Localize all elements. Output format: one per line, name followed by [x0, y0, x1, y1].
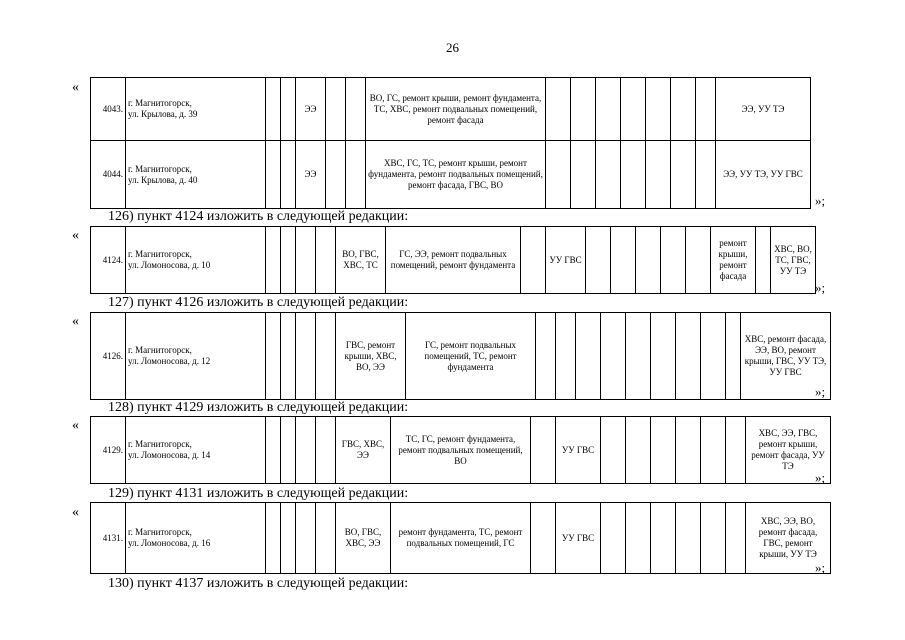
table-row — [91, 227, 816, 294]
address-cell — [126, 417, 266, 484]
last-cell: ЭЭ, УУ ТЭ, УУ ГВС — [716, 141, 811, 209]
works-cell-2: ГС, ремонт подвальных помещений, ТС, ремонт фундамента — [406, 313, 536, 400]
instruction-text: 127) пункт 4126 изложить в следующей редакции: — [108, 295, 409, 310]
works-cell-5: ХВС, ЭЭ, ГВС, ремонт крыши, ремонт фасада, УУ ТЭ — [746, 417, 831, 484]
works-cell-5: ХВС, ВО, ТС, ГВС, УУ ТЭ — [771, 227, 816, 294]
quote-open: « — [72, 80, 79, 95]
address-city: г. Магнитогорск, — [128, 439, 192, 449]
amend-table-4126 — [90, 312, 831, 400]
amend-table-4124 — [90, 226, 816, 294]
address-street: ул. Крылова, д. 40 — [128, 174, 198, 185]
ee-cell: ЭЭ — [296, 141, 326, 209]
address-street: ул. Ломоносова, д. 16 — [128, 538, 211, 548]
address-city: г. Магнитогорск, — [128, 345, 192, 355]
quote-open: « — [72, 314, 79, 329]
address-city: г. Магнитогорск, — [128, 249, 192, 259]
address-cell — [126, 313, 266, 400]
table-row — [91, 141, 811, 209]
address-street: ул. Ломоносова, д. 12 — [128, 356, 211, 366]
address-cell — [126, 503, 266, 574]
row-number: 4043. — [91, 78, 126, 141]
works-cell-5: ХВС, ЭЭ, ВО, ремонт фасада, ГВС, ремонт крыши, УУ ТЭ — [746, 503, 831, 574]
instruction-text: 129) пункт 4131 изложить в следующей редакции: — [108, 486, 409, 501]
quote-open: « — [72, 228, 79, 243]
works-cell-1: ГВС, ХВС, ЭЭ — [336, 417, 391, 484]
works-cell: ХВС, ГС, ТС, ремонт крыши, ремонт фундамента, ремонт подвальных помещений, ремонт фасада, ГВС, ВО — [366, 141, 546, 209]
instruction-text: 126) пункт 4124 изложить в следующей редакции: — [108, 209, 409, 224]
table-row — [91, 417, 831, 484]
works-cell-2: ГС, ЭЭ, ремонт подвальных помещений, ремонт фундамента — [386, 227, 521, 294]
row-number: 4124. — [91, 227, 126, 294]
works-cell-3: УУ ГВС — [556, 503, 601, 574]
quote-open: « — [72, 505, 79, 520]
address-cell — [126, 141, 266, 209]
works-cell-4: ремонт крыши, ремонт фасада — [711, 227, 756, 294]
quote-close: »; — [815, 560, 826, 575]
quote-close: »; — [815, 470, 826, 485]
ee-cell: ЭЭ — [296, 78, 326, 141]
instruction-text: 128) пункт 4129 изложить в следующей редакции: — [108, 400, 409, 415]
table-row — [91, 313, 831, 400]
works-cell: ВО, ГС, ремонт крыши, ремонт фундамента, ТС, ХВС, ремонт подвальных помещений, ремонт фасада — [366, 78, 546, 141]
works-cell-1: ВО, ГВС, ХВС, ЭЭ — [336, 503, 391, 574]
works-cell-3: УУ ГВС — [556, 417, 601, 484]
works-cell-2: ремонт фундамента, ТС, ремонт подвальных помещений, ГС — [391, 503, 531, 574]
page-number: 26 — [446, 40, 459, 55]
row-number: 4126. — [91, 313, 126, 400]
row-number: 4044. — [91, 141, 126, 209]
table-row — [91, 78, 811, 141]
works-cell-2: ТС, ГС, ремонт фундамента, ремонт подвальных помещений, ВО — [391, 417, 531, 484]
address-street: ул. Ломоносова, д. 14 — [128, 450, 211, 460]
table-row — [91, 503, 831, 574]
last-cell: ЭЭ, УУ ТЭ — [716, 78, 811, 141]
address-street: ул. Крылова, д. 39 — [128, 109, 198, 119]
amend-table-1 — [90, 77, 811, 209]
address-city: г. Магнитогорск, — [128, 527, 192, 537]
works-cell-1: ГВС, ремонт крыши, ХВС, ВО, ЭЭ — [336, 313, 406, 400]
row-number: 4131. — [91, 503, 126, 574]
quote-open: « — [72, 418, 79, 433]
amend-table-4129 — [90, 416, 831, 484]
amend-table-4131 — [90, 502, 831, 574]
address-cell — [126, 78, 266, 141]
instruction-text: 130) пункт 4137 изложить в следующей редакции: — [108, 576, 409, 591]
quote-close: »; — [815, 280, 826, 295]
address-cell — [126, 227, 266, 294]
quote-close: »; — [815, 193, 826, 208]
address-street: ул. Ломоносова, д. 10 — [128, 260, 211, 270]
works-cell-1: ВО, ГВС, ХВС, ТС — [336, 227, 386, 294]
address-city: г. Магнитогорск, — [128, 163, 192, 174]
works-cell-3: УУ ГВС — [546, 227, 586, 294]
address-city: г. Магнитогорск, — [128, 98, 192, 108]
works-cell-5: ХВС, ремонт фасада, ЭЭ, ВО, ремонт крыши, ГВС, УУ ТЭ, УУ ГВС — [741, 313, 831, 400]
row-number: 4129. — [91, 417, 126, 484]
quote-close: »; — [815, 384, 826, 399]
